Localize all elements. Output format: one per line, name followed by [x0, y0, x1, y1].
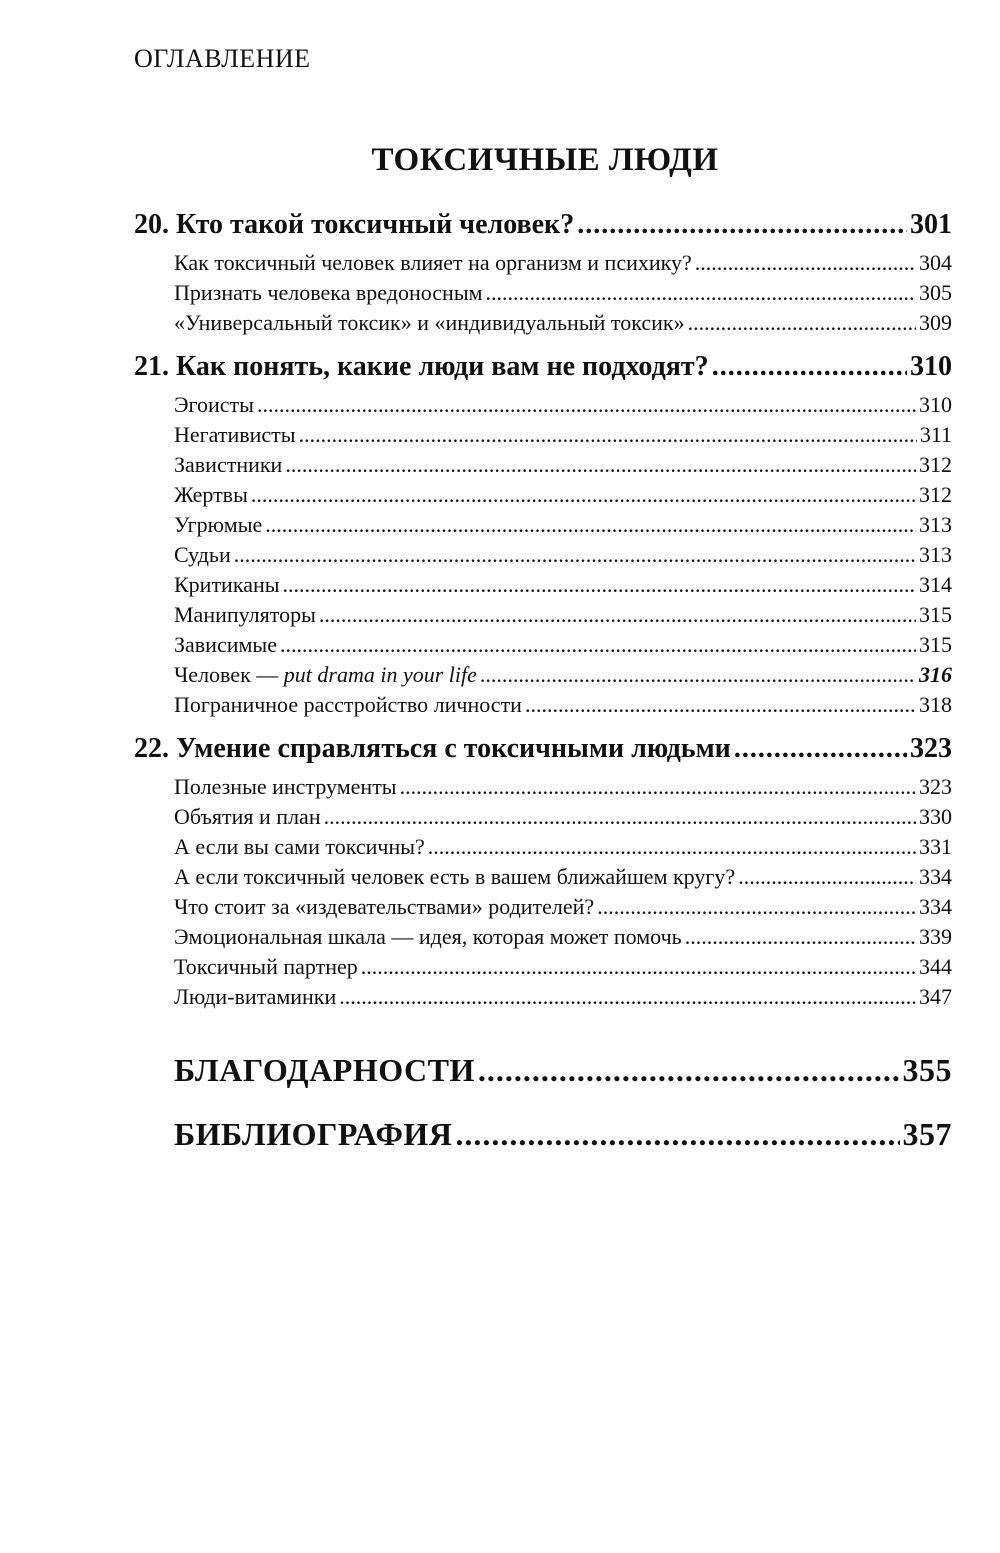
section-page: 339 [919, 924, 952, 949]
section-title: Судьи [174, 542, 231, 567]
chapter-page: 323 [910, 733, 952, 764]
section-page: 314 [919, 572, 952, 597]
toc-chapter-20[interactable] [134, 202, 952, 248]
toc-section[interactable] [174, 862, 952, 892]
dot-leader [738, 862, 916, 892]
section-title: «Универсальный токсик» и «индивидуальный токсик» [174, 310, 685, 335]
section-page: 330 [919, 804, 952, 829]
toc-section[interactable] [174, 390, 952, 420]
dot-leader [285, 450, 916, 480]
section-page: 318 [919, 692, 952, 717]
toc-section[interactable] [174, 480, 952, 510]
toc-section[interactable] [174, 450, 952, 480]
toc-section[interactable] [174, 600, 952, 630]
chapter-title: 21. Как понять, какие люди вам не подходят? [134, 351, 709, 382]
section-page: 309 [919, 310, 952, 335]
dot-leader [324, 802, 916, 832]
dot-leader [299, 420, 917, 450]
section-page: 305 [919, 280, 952, 305]
toc-section[interactable] [174, 630, 952, 660]
section-title-plain: Человек — [174, 662, 284, 687]
dot-leader [283, 570, 916, 600]
section-page: 331 [919, 834, 952, 859]
toc-chapter-22[interactable] [134, 726, 952, 772]
toc-chapter-21[interactable] [134, 344, 952, 390]
dot-leader [734, 726, 907, 772]
section-title: Жертвы [174, 482, 248, 507]
dot-leader [577, 202, 907, 248]
table-of-contents [134, 202, 952, 1156]
toc-section[interactable] [174, 570, 952, 600]
dot-leader [428, 832, 916, 862]
dot-leader [251, 480, 916, 510]
back-matter-page: 357 [902, 1116, 952, 1152]
section-title: Эмоциональная шкала — идея, которая может помочь [174, 924, 682, 949]
dot-leader [712, 344, 907, 390]
dot-leader [480, 660, 916, 690]
section-page: 315 [919, 632, 952, 657]
dot-leader [400, 772, 916, 802]
toc-section[interactable] [174, 248, 952, 278]
toc-section[interactable] [174, 832, 952, 862]
dot-leader [257, 390, 916, 420]
toc-section[interactable] [174, 802, 952, 832]
toc-section[interactable] [174, 772, 952, 802]
section-title: Критиканы [174, 572, 280, 597]
section-title: Люди-витаминки [174, 984, 337, 1009]
dot-leader [455, 1112, 899, 1156]
toc-section[interactable] [174, 892, 952, 922]
dot-leader [688, 308, 916, 338]
dot-leader [478, 1048, 900, 1092]
section-page: 347 [919, 984, 952, 1009]
toc-acknowledgements[interactable] [174, 1048, 952, 1092]
toc-section[interactable] [174, 690, 952, 720]
section-page: 311 [919, 422, 952, 447]
toc-section[interactable] [174, 540, 952, 570]
toc-section[interactable] [174, 278, 952, 308]
section-page: 323 [919, 774, 952, 799]
section-page: 312 [919, 482, 952, 507]
back-matter-page: 355 [902, 1052, 952, 1088]
back-matter-title: БИБЛИОГРАФИЯ [174, 1116, 453, 1152]
section-title: Полезные инструменты [174, 774, 397, 799]
section-title: Завистники [174, 452, 283, 477]
chapter-title: 22. Умение справляться с токсичными людьми [134, 733, 731, 764]
dot-leader [486, 278, 916, 308]
section-page: 312 [919, 452, 952, 477]
back-matter-title: БЛАГОДАРНОСТИ [174, 1052, 475, 1088]
section-title-italic: put drama in your life [283, 662, 477, 687]
toc-section[interactable] [174, 952, 952, 982]
section-page: 334 [919, 894, 952, 919]
section-title: Как токсичный человек влияет на организм и психику? [174, 250, 692, 275]
dot-leader [319, 600, 916, 630]
section-title: Токсичный партнер [174, 954, 358, 979]
section-title: А если токсичный человек есть в вашем ближайшем кругу? [174, 864, 736, 889]
section-page: 310 [919, 392, 952, 417]
toc-section[interactable] [174, 982, 952, 1012]
section-page: 316 [919, 662, 952, 687]
toc-bibliography[interactable] [174, 1112, 952, 1156]
toc-section[interactable] [174, 308, 952, 338]
section-title: Эгоисты [174, 392, 254, 417]
toc-section[interactable] [174, 420, 952, 450]
section-title [174, 660, 477, 690]
dot-leader [361, 952, 916, 982]
section-title: Манипуляторы [174, 602, 316, 627]
dot-leader [685, 922, 916, 952]
dot-leader [280, 630, 916, 660]
toc-section[interactable] [174, 660, 952, 690]
dot-leader [339, 982, 916, 1012]
section-title: Негативисты [174, 422, 296, 447]
toc-section[interactable] [174, 510, 952, 540]
chapter-page: 310 [910, 351, 952, 382]
section-title: Что стоит за «издевательствами» родителей? [174, 894, 595, 919]
part-title: ТОКСИЧНЫЕ ЛЮДИ [371, 142, 719, 178]
section-title: Объятия и план [174, 804, 321, 829]
section-title: А если вы сами токсичны? [174, 834, 425, 859]
section-page: 344 [919, 954, 952, 979]
dot-leader [695, 248, 916, 278]
dot-leader [265, 510, 916, 540]
section-title: Признать человека вредоносным [174, 280, 483, 305]
chapter-page: 301 [910, 209, 952, 240]
dot-leader [234, 540, 916, 570]
dot-leader [525, 690, 916, 720]
section-page: 304 [919, 250, 952, 275]
section-title: Угрюмые [174, 512, 263, 537]
chapter-title: 20. Кто такой токсичный человек? [134, 209, 575, 240]
section-page: 313 [919, 512, 952, 537]
section-page: 313 [919, 542, 952, 567]
section-page: 334 [919, 864, 952, 889]
section-title: Пограничное расстройство личности [174, 692, 522, 717]
section-page: 315 [919, 602, 952, 627]
running-head: ОГЛАВЛЕНИЕ [134, 44, 311, 73]
toc-section[interactable] [174, 922, 952, 952]
dot-leader [597, 892, 916, 922]
section-title: Зависимые [174, 632, 277, 657]
